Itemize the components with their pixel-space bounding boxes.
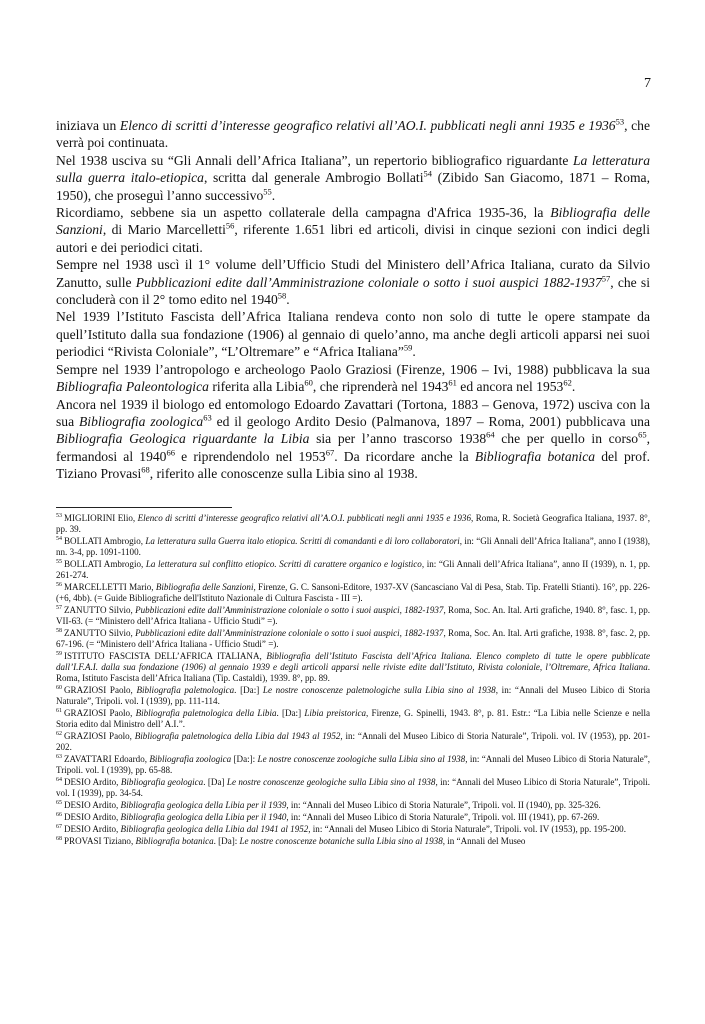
- footnote-number: 68: [56, 835, 62, 842]
- footnote: [56, 812, 650, 823]
- footnote-ref: 54: [423, 168, 432, 179]
- text-run: Sempre nel 1939 l’antropologo e archeologo Paolo Graziosi (Firenze, 1906 – Ivi, 1988) pubblicava la sua: [56, 361, 650, 377]
- text-run: . [Da]:: [213, 835, 240, 846]
- italic-text: Le nostre conoscenze zoologiche sulla Libia sino al 1938: [257, 754, 466, 765]
- footnote-number: 56: [56, 581, 62, 588]
- text-run: ZANUTTO Silvio,: [64, 628, 136, 638]
- page-number: 7: [644, 76, 651, 91]
- italic-text: Elenco di scritti d’interesse geografico relativi all’A.O.I. pubblicati negli anni 1935 e 1936: [137, 513, 471, 523]
- text-run: , in: “Annali del Museo Libico di Storia Naturale”, Tripoli. vol. II (1940), pp. 325-326.: [286, 800, 601, 811]
- italic-text: Bibliografia delle Sanzioni: [56, 205, 650, 238]
- text-run: . [Da]: [203, 777, 227, 788]
- footnote-number: 57: [56, 604, 62, 611]
- text-run: , scritta dal generale Ambrogio Bollati: [203, 170, 424, 186]
- italic-text: Le nostre conoscenze geologiche sulla Libia sino al 1938: [226, 777, 436, 788]
- text-run: , in: “Annali del Museo Libico di Storia Naturale”, Tripoli. vol. I (1939), pp. 111-114.: [56, 685, 650, 707]
- text-run: , in: “Gli Annali dell’Africa Italiana”, anno II (1939), n. 1, pp. 261-274.: [56, 559, 651, 581]
- footnote-ref: 57: [601, 273, 611, 284]
- text-run: , Firenze, G. C. Sansoni-Editore, 1937-XV (Sancasciano Val di Pesa, Stab. Tip. Fratelli Stianti). 16°, pp. 226-(+6, 4bb). (= Guide Bibliografiche dell'Istituto Nazionale di Cultura Fascista - III =).: [56, 582, 650, 604]
- footnote-ref: 56: [225, 220, 235, 231]
- text-run: DESIO Ardito,: [64, 800, 121, 811]
- italic-text: La letteratura sulla Guerra italo etiopica. Scritti di comandanti e di loro collaboratori: [145, 536, 460, 546]
- text-run: , in: “Annali del Museo Libico di Storia Naturale”, Tripoli. vol. I (1939), pp. 34-54.: [56, 777, 651, 799]
- footnote-ref: 61: [448, 377, 457, 388]
- text-run: [Da:]:: [231, 754, 258, 765]
- text-run: , Roma, Soc. An. Ital. Arti grafiche, 1938. 8°, fasc. 2, pp. 67-196. (= “Ministero dell’Africa Italiana - Ufficio Studi” =).: [56, 628, 650, 650]
- text-run: MARCELLETTI Mario,: [64, 582, 156, 592]
- text-run: .: [571, 379, 576, 395]
- footnote: [56, 628, 650, 650]
- footnote-ref: 63: [203, 412, 212, 423]
- italic-text: Bibliografia dell’Istituto Fascista dell’Africa Italiana. Elenco completo di tutte le opere pubblicate dall’I.F.A.I. dalla sua fondazione (1906) al gennaio 1939 e degli articoli apparsi nelle riviste edite dall’Istituto, Rivista coloniale, l’Oltremare, Africa Italiana: [56, 651, 650, 673]
- text-run: GRAZIOSI Paolo,: [64, 685, 137, 696]
- footnote-number: 65: [56, 800, 62, 807]
- footnote-ref: 66: [166, 447, 175, 458]
- italic-text: Pubblicazioni edite dall’Amministrazione coloniale o sotto i suoi auspici 1882-1937: [135, 274, 602, 290]
- italic-text: Bibliografia zoologica: [149, 754, 232, 765]
- italic-text: Bibliografia paletnologica: [136, 685, 235, 696]
- text-run: Sempre nel 1938 uscì il 1° volume dell’Ufficio Studi del Ministero dell’Africa Italiana, curato da Silvio Zanutto, sulle: [56, 257, 650, 290]
- italic-text: Bibliografia geologica della Libia dal 1941 al 1952: [120, 823, 309, 834]
- text-run: , in: “Gli Annali dell’Africa Italiana”, anno I (1938), nn. 3-4, pp. 1091-1100.: [56, 536, 651, 558]
- footnote-number: 53: [56, 512, 62, 519]
- text-run: del prof. Tiziano Provasi: [56, 448, 651, 482]
- text-run: ed il geologo Ardito Desio (Palmanova, 1897 – Roma, 2001) pubblicava una: [211, 413, 650, 429]
- italic-text: La letteratura sul conflitto etiopico. Scritti di carattere organico e logistico: [145, 559, 422, 569]
- text-run: MIGLIORINI Elio,: [64, 513, 138, 523]
- text-run: , fermandosi al 1940: [56, 431, 651, 464]
- footnote: [56, 536, 650, 558]
- footnote-ref: 67: [325, 447, 335, 458]
- text-run: sia per l’anno trascorso 1938: [309, 431, 487, 447]
- footnote: [56, 836, 650, 847]
- text-run: , in: “Annali del Museo Libico di Storia Naturale”, Tripoli. vol. IV (1953), pp. 201-202.: [56, 731, 650, 753]
- footnote-ref: 65: [638, 429, 647, 440]
- footnote-ref: 55: [263, 186, 272, 197]
- text-run: , riferente 1.651 libri ed articoli, divisi in cinque sezioni con indici degli autori e dei periodici citati.: [56, 222, 650, 255]
- paragraph: [56, 204, 650, 256]
- footnote: [56, 513, 650, 535]
- text-run: ed ancora nel 1953: [456, 379, 564, 395]
- text-run: ZAVATTARI Edoardo,: [64, 754, 150, 765]
- italic-text: Bibliografia geologica: [120, 777, 204, 788]
- text-run: , in: “Annali del Museo Libico di Storia Naturale”, Tripoli. vol. IV (1953), pp. 195-200.: [308, 823, 626, 834]
- footnote: [56, 824, 650, 835]
- text-run: . Da ricordare anche la: [334, 448, 475, 464]
- italic-text: Le nostre conoscenze paletnologiche sulla Libia sino al 1938: [262, 685, 496, 696]
- text-run: , di Mario Marcelletti: [102, 222, 226, 238]
- text-run: DESIO Ardito,: [64, 812, 121, 822]
- italic-text: Libia preistorica: [304, 708, 367, 719]
- text-run: , in “Annali del Museo: [442, 835, 526, 846]
- text-run: Nel 1938 usciva su “Gli Annali dell’Africa Italiana”, un repertorio bibliografico riguardante: [56, 152, 573, 168]
- text-run: riferita alla Libia: [208, 379, 305, 395]
- text-run: BOLLATI Ambrogio,: [64, 559, 146, 569]
- footnote: [56, 559, 650, 581]
- text-run: Ricordiamo, sebbene sia un aspetto collaterale della campagna d'Africa 1935-36, la: [56, 205, 551, 221]
- text-run: e riprendendolo nel 1953: [174, 448, 326, 464]
- text-run: DESIO Ardito,: [64, 777, 121, 788]
- text-run: DESIO Ardito,: [64, 823, 121, 834]
- footnote-ref: 59: [403, 342, 413, 353]
- footnote-number: 67: [56, 823, 62, 830]
- text-run: , Roma, Soc. An. Ital. Arti grafiche, 1940. 8°, fasc. 1, pp. VII-63. (= “Ministero dell’Africa Italiana - Ufficio Studi” =).: [56, 605, 650, 627]
- footnote: [56, 731, 650, 753]
- italic-text: Bibliografia paletnologica della Libia dal 1943 al 1952: [134, 731, 341, 742]
- paragraph: [56, 396, 650, 483]
- footnote: [56, 685, 650, 707]
- italic-text: Bibliografia delle Sanzioni: [155, 582, 254, 592]
- paragraph: [56, 117, 650, 152]
- footnote-number: 54: [56, 535, 62, 542]
- footnote: [56, 651, 650, 685]
- footnote-ref: 53: [615, 116, 625, 127]
- footnote-ref: 62: [563, 377, 572, 388]
- footnote-number: 63: [56, 754, 62, 761]
- paragraph: [56, 256, 650, 308]
- text-run: . [Da:]: [276, 708, 305, 719]
- text-run: ZANUTTO Silvio,: [64, 605, 136, 615]
- text-run: , riferito alle conoscenze sulla Libia sino al 1938.: [149, 466, 418, 482]
- italic-text: Pubblicazioni edite dall’Amministrazione coloniale o sotto i suoi auspici, 1882-1937: [135, 605, 444, 615]
- text-run: , Firenze, G. Spinelli, 1943. 8°, p. 81. Estr.: “La Libia nelle Scienze e nella Storia edito dal Ministro dell’ A.I.”.: [56, 708, 650, 730]
- text-run: , che si concluderà con il 2° tomo edito nel 1940: [56, 274, 650, 308]
- italic-text: La letteratura sulla guerra italo-etiopica: [56, 152, 651, 186]
- text-run: , Roma, R. Società Geografica Italiana, 1937. 8°, pp. 39.: [56, 513, 650, 535]
- text-run: .: [412, 344, 416, 360]
- text-run: GRAZIOSI Paolo,: [64, 708, 136, 719]
- italic-text: Bibliografia geologica della Libia per il 1939: [120, 800, 287, 811]
- text-run: Nel 1939 l’Istituto Fascista dell’Africa Italiana rendeva conto non solo di tutte le opere stampate da quell’Istituto dalla sua fondazione (1906) al gennaio di quelo’anno, ma anche degli articoli apparsi nei suoi periodici “Rivista Coloniale”, “L’Oltremare” e “Africa Italiana”: [56, 309, 650, 360]
- footnotes: [56, 513, 650, 847]
- footnote: [56, 777, 650, 799]
- footnote-ref: 58: [277, 290, 287, 301]
- text-run: . Roma, Istituto Fascista dell’Africa Italiana (Tip. Castaldi), 1939. 8°, pp. 89.: [56, 662, 650, 684]
- text-run: (Zibido San Giacomo, 1871 – Roma, 1950), che proseguì l’anno successivo: [56, 170, 650, 203]
- footnote: [56, 754, 650, 776]
- paragraph: [56, 152, 650, 204]
- footnote-number: 58: [56, 627, 62, 634]
- italic-text: Elenco di scritti d’interesse geografico relativi all’AO.I. pubblicati negli anni 1935 e 1936: [119, 118, 616, 133]
- footnote-ref: 60: [304, 377, 313, 388]
- footnote: [56, 800, 650, 811]
- italic-text: Bibliografia paletnologica della Libia: [135, 708, 277, 719]
- footnote-ref: 64: [486, 429, 495, 440]
- paragraph: [56, 361, 650, 396]
- text-run: .: [271, 187, 276, 203]
- italic-text: Bibliografia zoologica: [79, 413, 204, 429]
- text-run: PROVASI Tiziano,: [64, 835, 136, 846]
- italic-text: Bibliografia botanica: [135, 835, 214, 846]
- text-run: .: [286, 292, 290, 308]
- text-run: , in: “Annali del Museo Libico di Storia Naturale”, Tripoli. vol. III (1941), pp. 67-269.: [286, 812, 600, 822]
- text-run: . [Da:]: [234, 685, 263, 696]
- footnote-number: 66: [56, 811, 62, 818]
- text-run: , in: “Annali del Museo Libico di Storia Naturale”, Tripoli. vol. I (1939), pp. 65-88.: [56, 754, 651, 776]
- text-run: BOLLATI Ambrogio,: [64, 536, 146, 546]
- footnote-number: 64: [56, 777, 62, 784]
- italic-text: Bibliografia Paleontologica: [56, 379, 209, 395]
- footnote-ref: 68: [141, 464, 150, 475]
- text-run: GRAZIOSI Paolo,: [64, 731, 135, 742]
- footnote: [56, 605, 650, 627]
- footnote-number: 59: [56, 650, 62, 657]
- text-run: che per quello in corso: [494, 431, 639, 447]
- text-run: , che riprenderà nel 1943: [312, 379, 449, 395]
- text-run: ISTITUTO FASCISTA DELL’AFRICA ITALIANA,: [64, 651, 267, 661]
- footnote: [56, 582, 650, 604]
- text-run: iniziava un: [56, 118, 120, 133]
- text-run: , che verrà poi continuata.: [56, 118, 650, 151]
- italic-text: Pubblicazioni edite dall’Amministrazione coloniale o sotto i suoi auspici, 1882-1937: [135, 628, 444, 638]
- paragraph: [56, 308, 650, 360]
- text-run: Ancora nel 1939 il biologo ed entomologo Edoardo Zavattari (Tortona, 1883 – Genova, 1972) usciva con la sua: [56, 396, 650, 429]
- italic-text: Bibliografia botanica: [474, 448, 596, 464]
- italic-text: Le nostre conoscenze botaniche sulla Libia sino al 1938: [239, 835, 443, 846]
- body-text: [56, 117, 650, 483]
- italic-text: Bibliografia geologica della Libia per il 1940: [120, 812, 287, 822]
- footnote-number: 61: [56, 708, 62, 715]
- footnote-number: 62: [56, 731, 62, 738]
- footnote-number: 55: [56, 558, 62, 565]
- footnote: [56, 708, 650, 730]
- italic-text: Bibliografia Geologica riguardante la Libia: [56, 431, 310, 447]
- footnote-number: 60: [56, 685, 62, 692]
- footnote-separator: [56, 507, 232, 508]
